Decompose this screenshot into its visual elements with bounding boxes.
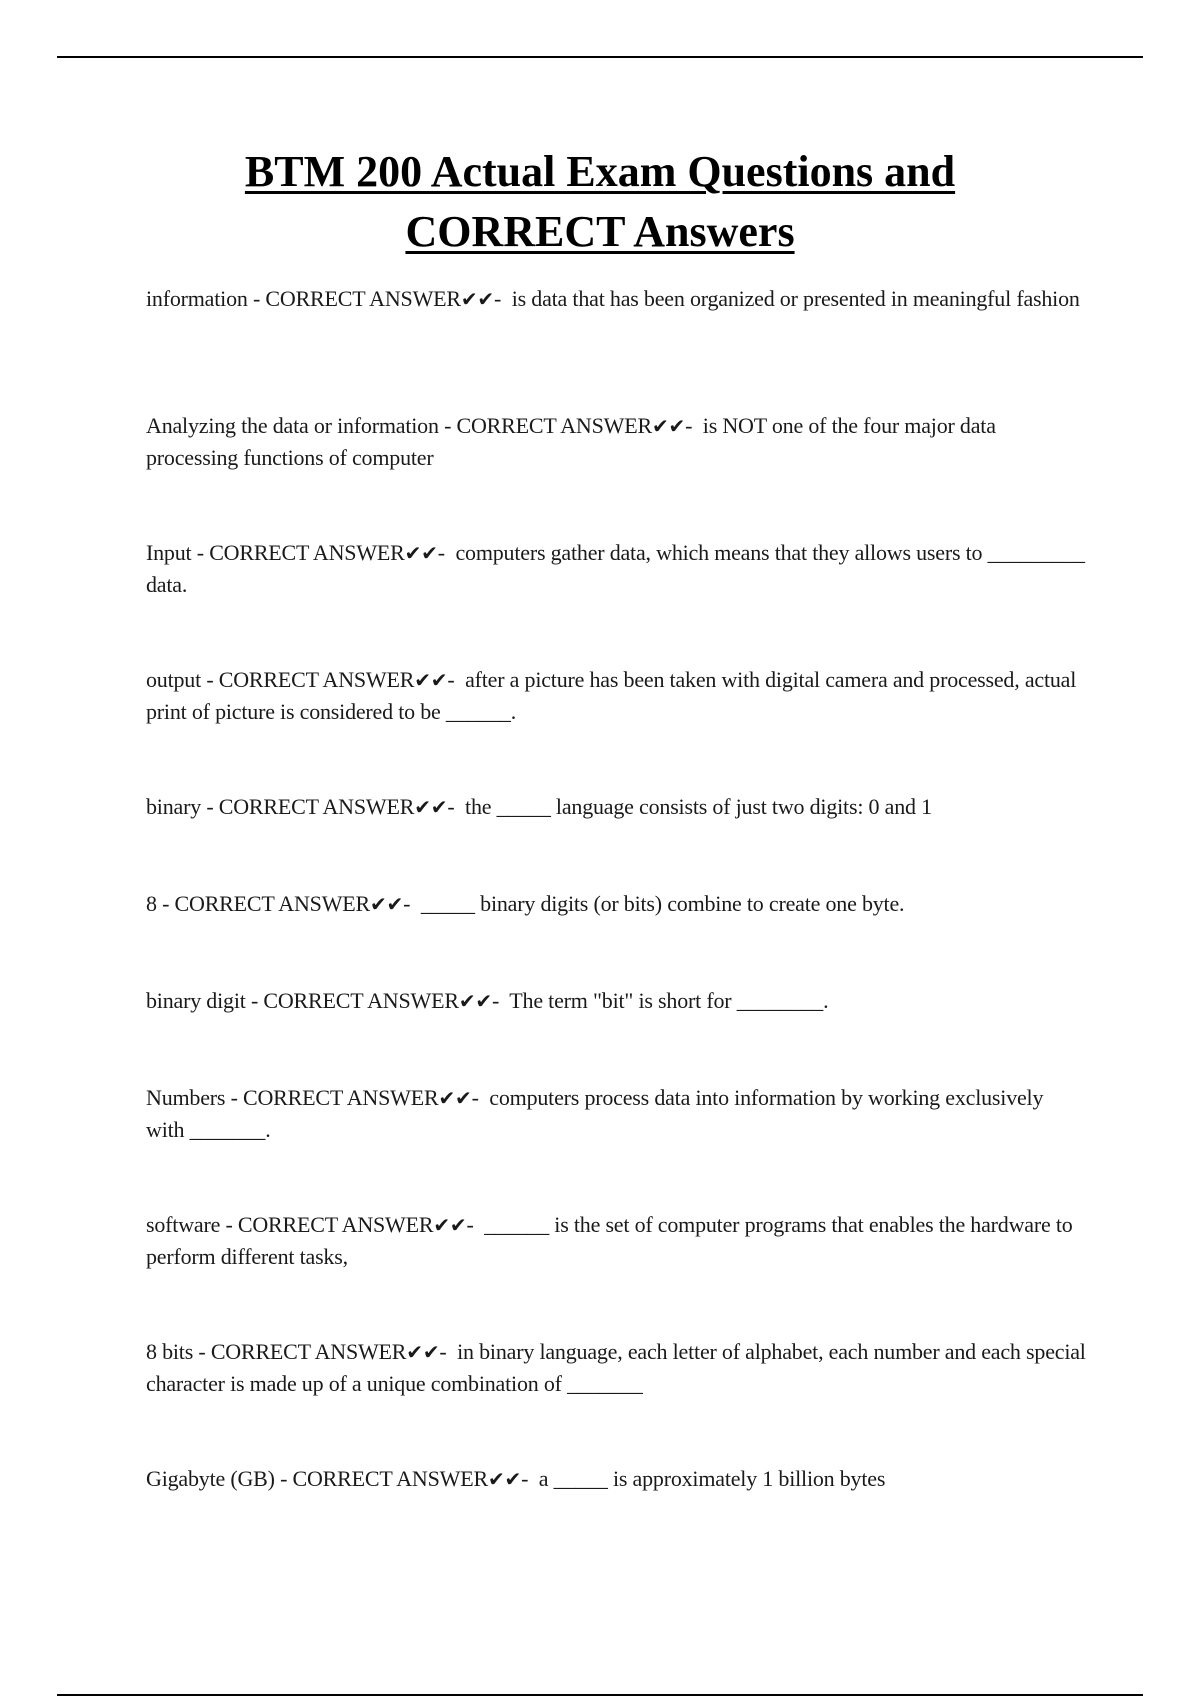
correct-answer-label: CORRECT ANSWER [243, 1085, 439, 1110]
double-check-icon: ✔✔ [460, 287, 494, 311]
correct-answer-label: CORRECT ANSWER [209, 540, 405, 565]
qa-answer: computers process data into information by working exclusively with _______. [146, 1085, 1044, 1142]
top-rule [57, 56, 1143, 58]
qa-item: information - CORRECT ANSWER✔✔- is data that has been organized or presented in meaningful fashion [146, 286, 1080, 311]
qa-answer: The term "bit" is short for ________. [509, 988, 829, 1013]
double-check-icon: ✔✔ [406, 1340, 440, 1364]
double-check-icon: ✔✔ [487, 1467, 522, 1491]
qa-term: binary digit [146, 988, 246, 1013]
bottom-rule [57, 1694, 1143, 1696]
qa-item: software - CORRECT ANSWER✔✔- ______ is the set of computer programs that enables the hardware to perform different tasks, [146, 1212, 1073, 1269]
qa-answer: a _____ is approximately 1 billion bytes [538, 1466, 886, 1491]
qa-item: 8 bits - CORRECT ANSWER✔✔- in binary language, each letter of alphabet, each number and each special character is made up of a unique combination of _______ [146, 1339, 1086, 1396]
title-line-2: CORRECT Answers [405, 207, 795, 256]
double-check-icon: ✔✔ [651, 414, 686, 438]
correct-answer-label: CORRECT ANSWER [292, 1466, 488, 1491]
document-title [100, 142, 1100, 262]
qa-term: Gigabyte (GB) [146, 1466, 275, 1491]
correct-answer-label: CORRECT ANSWER [174, 891, 370, 916]
correct-answer-label: CORRECT ANSWER [218, 667, 415, 692]
qa-item: binary - CORRECT ANSWER✔✔- the _____ language consists of just two digits: 0 and 1 [146, 794, 932, 819]
qa-answer: _____ binary digits (or bits) combine to create one byte. [420, 891, 905, 916]
qa-term: 8 [146, 891, 157, 916]
qa-term: software [146, 1212, 221, 1237]
qa-answer: is data that has been organized or presented in meaningful fashion [511, 286, 1080, 311]
qa-answer: in binary language, each letter of alphabet, each number and each special character is made up of a unique combination of _______ [146, 1339, 1086, 1396]
qa-item: Numbers - CORRECT ANSWER✔✔- computers process data into information by working exclusively with _______. [146, 1085, 1044, 1142]
qa-term: Analyzing the data or information [146, 413, 439, 438]
double-check-icon: ✔✔ [458, 989, 492, 1013]
qa-item: Input - CORRECT ANSWER✔✔- computers gather data, which means that they allows users to _________ data. [146, 540, 1085, 597]
double-check-icon: ✔✔ [414, 795, 448, 819]
qa-term: output [146, 667, 202, 692]
qa-item: 8 - CORRECT ANSWER✔✔- _____ binary digits (or bits) combine to create one byte. [146, 891, 905, 916]
qa-answer: ______ is the set of computer programs that enables the hardware to perform different tasks, [146, 1212, 1073, 1269]
double-check-icon: ✔✔ [438, 1086, 472, 1110]
qa-item: output - CORRECT ANSWER✔✔- after a picture has been taken with digital camera and processed, actual print of picture is considered to be ______. [146, 667, 1077, 724]
double-check-icon: ✔✔ [414, 668, 448, 692]
qa-term: Input [146, 540, 192, 565]
correct-answer-label: CORRECT ANSWER [218, 794, 415, 819]
title-line-1: BTM 200 Actual Exam Questions and [244, 147, 956, 196]
qa-item: binary digit - CORRECT ANSWER✔✔- The term "bit" is short for ________. [146, 988, 829, 1013]
correct-answer-label: CORRECT ANSWER [456, 413, 652, 438]
qa-answer: the _____ language consists of just two digits: 0 and 1 [465, 794, 932, 819]
qa-answer: after a picture has been taken with digital camera and processed, actual print of picture is considered to be ______. [146, 667, 1077, 724]
qa-term: Numbers [146, 1085, 226, 1110]
qa-term: information [146, 286, 248, 311]
qa-term: binary [146, 794, 202, 819]
correct-answer-label: CORRECT ANSWER [265, 286, 461, 311]
qa-answer: is NOT one of the four major data processing functions of computer [146, 413, 996, 470]
qa-term: 8 bits [146, 1339, 194, 1364]
qa-item: Analyzing the data or information - CORRECT ANSWER✔✔- is NOT one of the four major data processing functions of computer [146, 413, 996, 470]
correct-answer-label: CORRECT ANSWER [263, 988, 459, 1013]
double-check-icon: ✔✔ [369, 892, 404, 916]
double-check-icon: ✔✔ [433, 1213, 467, 1237]
correct-answer-label: CORRECT ANSWER [210, 1339, 407, 1364]
qa-answer: computers gather data, which means that they allows users to _________ data. [146, 540, 1085, 597]
correct-answer-label: CORRECT ANSWER [237, 1212, 434, 1237]
double-check-icon: ✔✔ [404, 541, 438, 565]
qa-item: Gigabyte (GB) - CORRECT ANSWER✔✔- a _____ is approximately 1 billion bytes [146, 1466, 886, 1491]
